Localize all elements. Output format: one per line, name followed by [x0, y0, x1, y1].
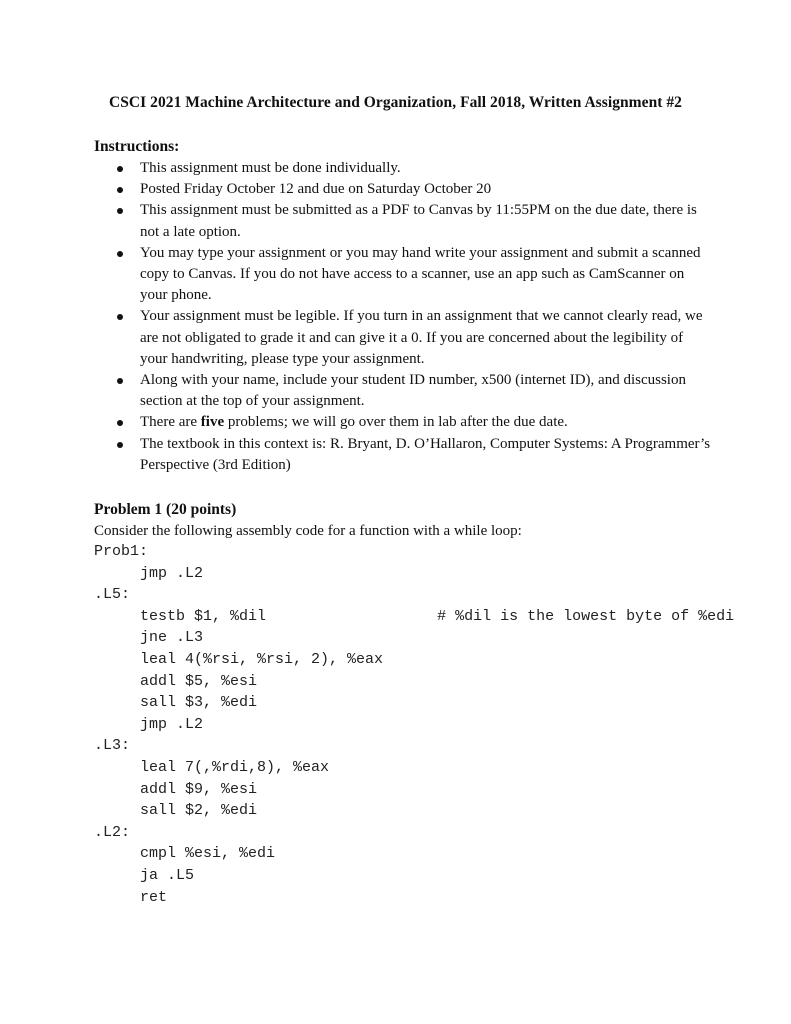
- instruction-item: Your assignment must be legible. If you turn in an assignment that we cannot clearly read, we are not obligated to grade it and can give it a 0. If you are concerned about the legibility of your handwriting, please type your assignment.: [94, 306, 714, 370]
- code-text: .L3:: [94, 737, 131, 755]
- problem-1-heading: Problem 1 (20 points): [94, 501, 237, 518]
- instruction-text: problems; we will go over them in lab after the due date.: [224, 414, 568, 431]
- instruction-item: You may type your assignment or you may hand write your assignment and submit a scanned copy to Canvas. If you do not have access to a scanner, use an app such as CamScanner on your phone.: [94, 243, 714, 307]
- code-instruction-line: [94, 563, 734, 585]
- code-text: ret: [140, 888, 168, 906]
- instruction-item: [94, 412, 714, 433]
- code-instruction-line: [94, 606, 734, 628]
- code-text: sall $3, %edi: [140, 694, 258, 712]
- code-instruction-line: [94, 692, 734, 714]
- instruction-item: The textbook in this context is: R. Bryant, D. O’Hallaron, Computer Systems: A Programmer’s Perspective (3rd Edition): [94, 434, 714, 476]
- code-text: testb $1, %dil: [140, 607, 267, 625]
- document-title: CSCI 2021 Machine Architecture and Organization, Fall 2018, Written Assignment #2: [109, 94, 682, 111]
- code-instruction-line: [94, 843, 734, 865]
- instruction-item: Posted Friday October 12 and due on Saturday October 20: [94, 179, 714, 200]
- instruction-item: Along with your name, include your student ID number, x500 (internet ID), and discussion section at the top of your assignment.: [94, 370, 714, 412]
- code-instruction-line: [94, 800, 734, 822]
- code-text: leal 4(%rsi, %rsi, 2), %eax: [140, 650, 384, 668]
- code-text: sall $2, %edi: [140, 802, 258, 820]
- code-text: .L2:: [94, 823, 131, 841]
- code-instruction-line: [94, 757, 734, 779]
- code-text: jmp .L2: [140, 715, 204, 733]
- code-instruction-line: [94, 779, 734, 801]
- code-text: ja .L5: [140, 866, 195, 884]
- code-text: jne .L3: [140, 629, 204, 647]
- code-spacer: [266, 608, 437, 625]
- assembly-code-block: [94, 541, 734, 908]
- code-instruction-line: [94, 714, 734, 736]
- code-instruction-line: [94, 887, 734, 909]
- code-text: addl $9, %esi: [140, 780, 258, 798]
- instructions-list: [94, 158, 714, 476]
- instruction-item: This assignment must be submitted as a PDF to Canvas by 11:55PM on the due date, there is not a late option.: [94, 200, 714, 242]
- code-label-line: [94, 584, 734, 606]
- instructions-heading: Instructions:: [94, 138, 180, 155]
- instruction-item: This assignment must be done individually.: [94, 158, 714, 179]
- instruction-text: There are: [140, 414, 201, 431]
- code-text: addl $5, %esi: [140, 672, 258, 690]
- code-instruction-line: [94, 649, 734, 671]
- problem-1-intro: Consider the following assembly code for a function with a while loop:: [94, 523, 522, 539]
- code-text: jmp .L2: [140, 564, 204, 582]
- code-instruction-line: [94, 627, 734, 649]
- code-text: leal 7(,%rdi,8), %eax: [140, 758, 330, 776]
- code-text: cmpl %esi, %edi: [140, 845, 276, 863]
- code-label-line: [94, 541, 734, 563]
- code-text: .L5:: [94, 586, 131, 604]
- code-label-line: [94, 735, 734, 757]
- instruction-emphasis: five: [200, 414, 225, 431]
- code-label-line: [94, 822, 734, 844]
- code-comment: # %dil is the lowest byte of %edi: [437, 607, 735, 625]
- code-instruction-line: [94, 671, 734, 693]
- code-instruction-line: [94, 865, 734, 887]
- code-text: Prob1:: [94, 543, 149, 560]
